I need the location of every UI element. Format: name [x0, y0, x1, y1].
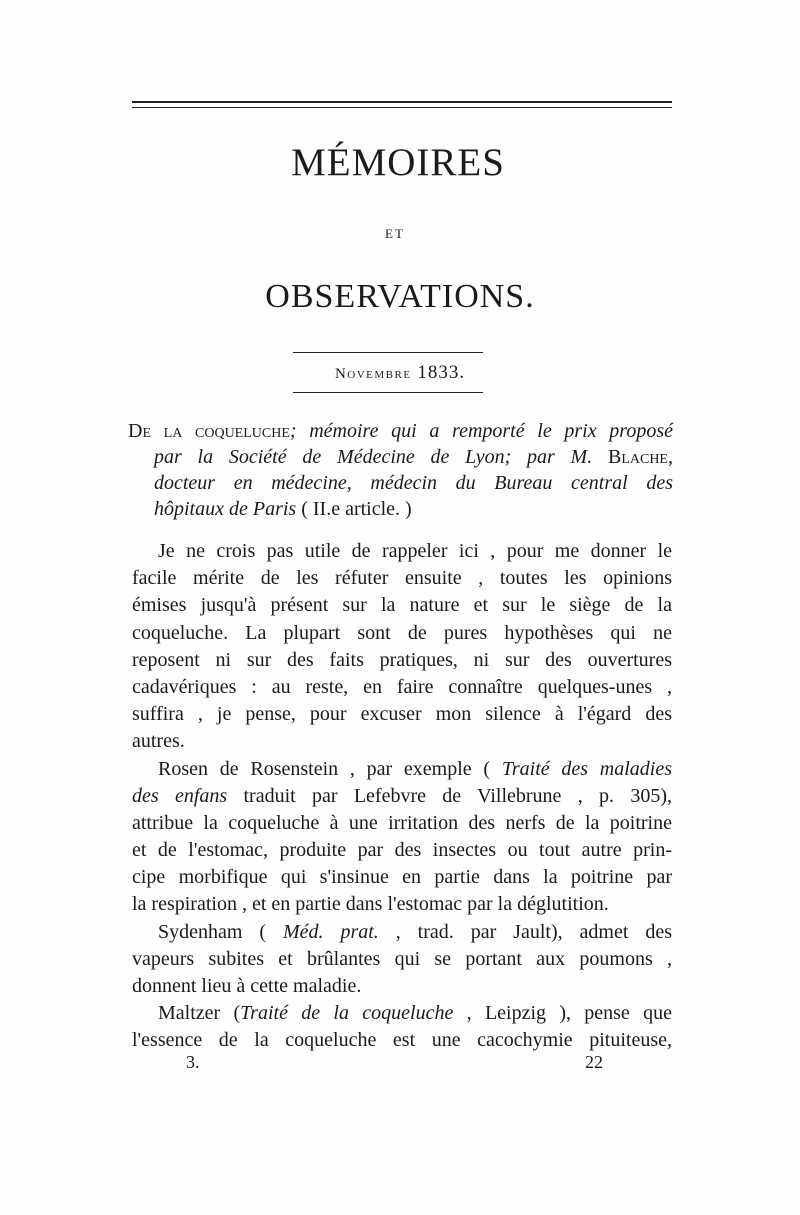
date-rule-bottom [293, 392, 483, 393]
text-span: , trad. par Jault), admet des [378, 920, 672, 943]
heading-line4: hôpitaux de Paris [154, 498, 297, 520]
text-line: la respiration , et en partie dans l'estomac par la déglutition. [132, 893, 609, 916]
heading-line1: ; mémoire qui a remporté le prix proposé [289, 420, 673, 442]
text-line [132, 919, 672, 946]
text-line: coqueluche. La plupart sont de pures hypothèses qui ne [132, 621, 672, 644]
text-line: vapeurs subites et brûlantes qui se portant aux poumons , [132, 947, 672, 970]
text-line: reposent ni sur des faits pratiques, ni sur des ouvertures [132, 648, 672, 671]
citation-italic: des enfans [132, 784, 228, 807]
text-span: traduit par Lefebvre de Villebrune , p. 305), [227, 784, 672, 807]
heading-author: Blache [607, 446, 668, 468]
page-number: 22 [585, 1052, 603, 1072]
text-span: Rosen de Rosenstein , par exemple ( [158, 757, 502, 780]
section-title: MÉMOIRES [291, 141, 505, 184]
heading-article-number: ( II.e article. ) [296, 498, 412, 520]
issue-year: 1833. [417, 362, 466, 383]
text-line: attribue la coqueluche à une irritation des nerfs de la poitrine [132, 811, 672, 834]
issue-month: Novembre [334, 366, 412, 382]
citation-italic: Traité de la coqueluche [240, 1002, 454, 1025]
text-line: émises jusqu'à présent sur la nature et sur le siège de la [132, 594, 672, 617]
issue-date [0, 362, 800, 384]
text-line: et de l'estomac, produite par des insectes ou tout autre prin- [132, 839, 672, 862]
date-rule-top [293, 352, 483, 353]
citation-italic: Méd. prat. [282, 920, 379, 943]
text-line: Je ne crois pas utile de rappeler ici , pour me donner le [158, 540, 672, 562]
text-line: facile mérite de les réfuter ensuite , toutes les opinions [132, 567, 672, 590]
text-span: Sydenham ( [158, 920, 283, 943]
article-heading [128, 418, 673, 522]
text-line [132, 1000, 672, 1027]
signature-mark: 3. [186, 1052, 200, 1072]
top-rule-thin [132, 107, 672, 108]
text-span: , Leipzig ), pense que [453, 1002, 672, 1025]
text-span: Maltzer ( [158, 1002, 241, 1025]
text-line: donnent lieu à cette maladie. [132, 975, 362, 997]
heading-comma: , [668, 446, 673, 468]
heading-line3: docteur en médecine, médecin du Bureau central des [154, 472, 673, 494]
text-line: autres. [132, 730, 185, 753]
text-line: cadavériques : au reste, en faire connaître quelques-unes , [132, 675, 672, 698]
top-rule-thick [132, 101, 672, 103]
section-subtitle: OBSERVATIONS. [265, 278, 535, 315]
text-line [132, 756, 672, 783]
text-line [132, 783, 672, 810]
heading-line2: par la Société de Médecine de Lyon; par M. [154, 446, 608, 468]
heading-lead: De la coqueluche [128, 420, 290, 442]
text-line: l'essence de la coqueluche est une cacochymie pituiteuse, [132, 1029, 672, 1052]
text-line: suffira , je pense, pour excuser mon silence à l'égard des [132, 703, 672, 726]
citation-italic: Traité des maladies [501, 757, 672, 780]
section-conjunction: ET [385, 226, 405, 241]
text-line: cipe morbifique qui s'insinue en partie dans la poitrine par [132, 866, 672, 889]
article-body [132, 538, 672, 1055]
